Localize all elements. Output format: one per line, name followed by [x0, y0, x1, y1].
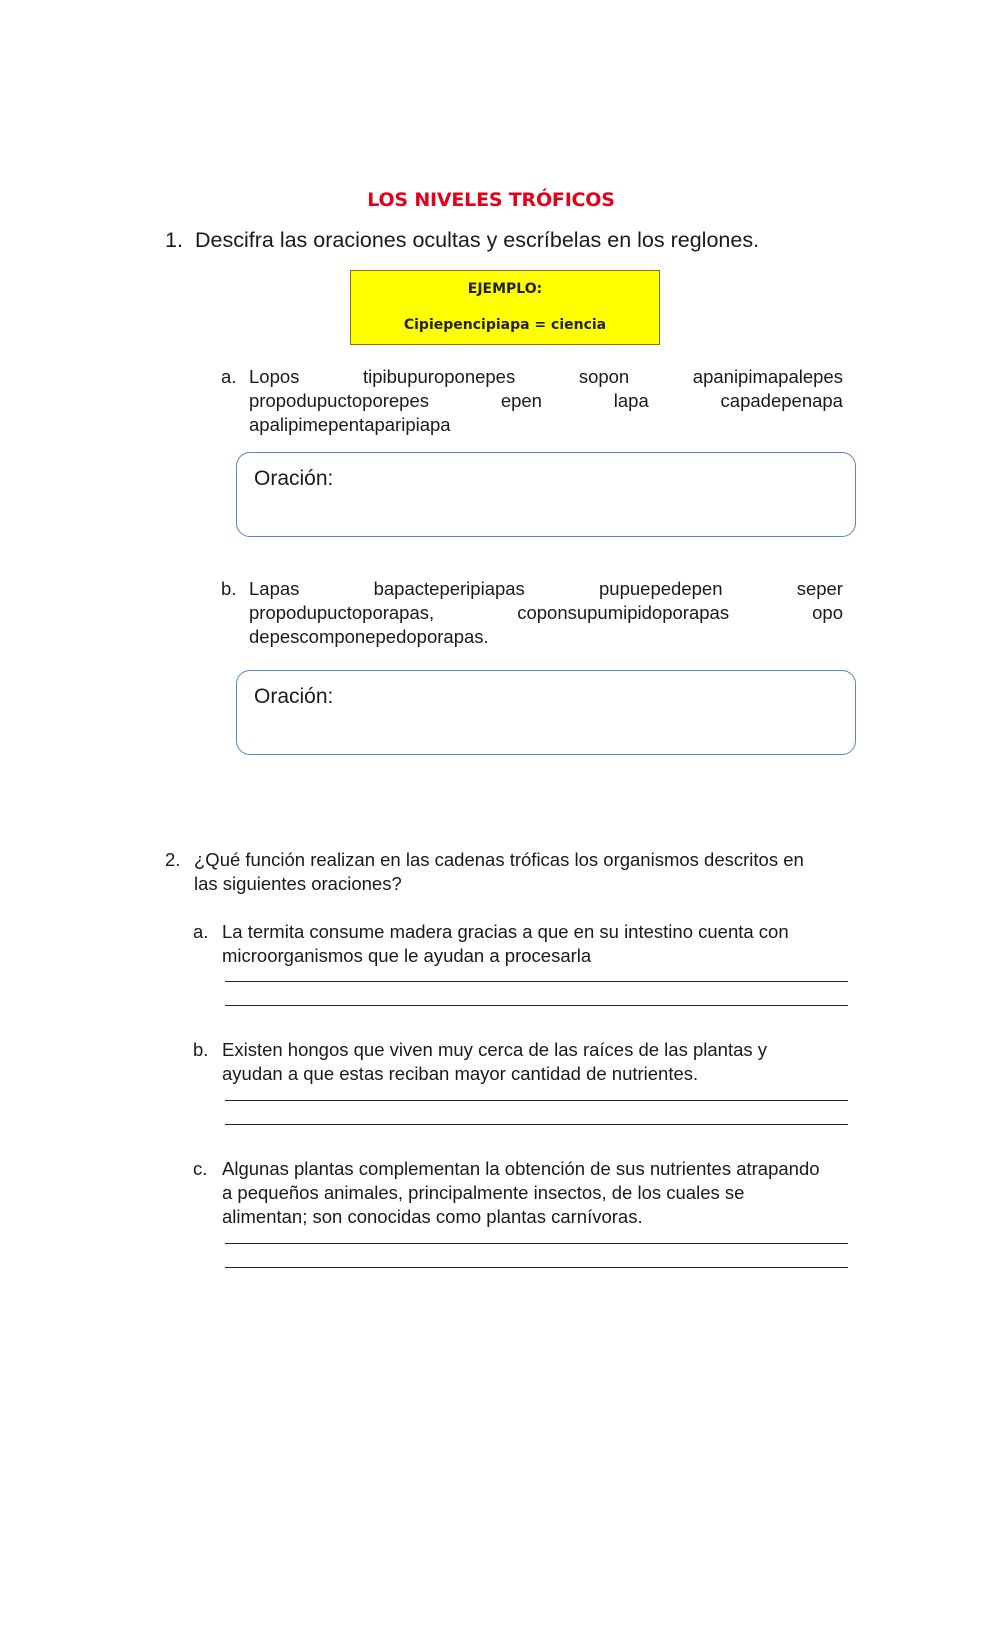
answer-line[interactable] — [225, 1100, 848, 1101]
cipher-word: propodupuctoporepes — [249, 390, 430, 411]
cipher-word: tipibupuroponepes — [362, 366, 516, 387]
cipher-line-2 — [249, 389, 843, 413]
cipher-line-3: depescomponepedoporapas. — [249, 626, 489, 647]
cipher-word: sopon — [578, 366, 630, 387]
answer-box-b[interactable] — [236, 670, 856, 755]
cipher-word: seper — [796, 578, 843, 599]
question-1-prompt — [165, 228, 759, 253]
cipher-item-b — [221, 577, 843, 649]
item-text-line: alimentan; son conocidas como plantas carnívoras. — [222, 1206, 643, 1227]
item-text-line: La termita consume madera gracias a que en su intestino cuenta con — [222, 921, 789, 942]
cipher-line-2 — [249, 601, 843, 625]
question-text-line: ¿Qué función realizan en las cadenas tróficas los organismos descritos en — [194, 849, 804, 870]
question-text: Descifra las oraciones ocultas y escríbelas en los reglones. — [195, 228, 760, 252]
question-text-line: las siguientes oraciones? — [194, 873, 402, 894]
question-number: 1. — [165, 228, 183, 252]
item-text-line: ayudan a que estas reciban mayor cantidad de nutrientes. — [222, 1063, 699, 1084]
cipher-line-1 — [249, 577, 843, 601]
cipher-word: lapa — [613, 390, 649, 411]
item-letter: c. — [193, 1158, 208, 1179]
cipher-word: apanipimapalepes — [692, 366, 843, 387]
cipher-line-3: apalipimepentaparipiapa — [249, 414, 451, 435]
cipher-word: propodupuctoporapas, — [249, 602, 435, 623]
answer-line[interactable] — [225, 1124, 848, 1125]
example-text: Cipiepencipiapa = ciencia — [403, 317, 607, 333]
cipher-word: opo — [812, 602, 843, 623]
answer-line[interactable] — [225, 1243, 848, 1244]
cipher-item-a — [221, 365, 843, 437]
example-label: EJEMPLO: — [467, 281, 543, 297]
question-2-item-b — [193, 1038, 873, 1086]
question-number: 2. — [165, 849, 181, 870]
question-2-item-a — [193, 920, 873, 968]
worksheet-title: LOS NIVELES TRÓFICOS — [367, 189, 615, 211]
cipher-word: bapacteperipiapas — [373, 578, 525, 599]
cipher-word: pupuepedepen — [599, 578, 723, 599]
item-text-line: Existen hongos que viven muy cerca de las raíces de las plantas y — [222, 1039, 768, 1060]
item-letter: a. — [193, 921, 209, 942]
answer-box-a[interactable] — [236, 452, 856, 537]
item-letter: a. — [221, 366, 237, 387]
answer-line[interactable] — [225, 1005, 848, 1006]
item-text-line: Algunas plantas complementan la obtención de sus nutrientes atrapando — [222, 1158, 820, 1179]
item-text-line: microorganismos que le ayudan a procesarla — [222, 945, 592, 966]
example-box — [350, 270, 660, 345]
question-2-prompt — [165, 848, 885, 896]
answer-label: Oración: — [254, 467, 334, 490]
cipher-line-1 — [249, 365, 843, 389]
cipher-word: capadepenapa — [720, 390, 843, 411]
item-text-line: a pequeños animales, principalmente insectos, de los cuales se — [222, 1182, 745, 1203]
answer-line[interactable] — [225, 1267, 848, 1268]
cipher-word: epen — [500, 390, 542, 411]
cipher-word: Lapas — [249, 578, 300, 599]
cipher-word: Lopos — [249, 366, 300, 387]
cipher-word: coponsupumipidoporapas — [517, 602, 730, 623]
answer-label: Oración: — [254, 685, 334, 708]
item-letter: b. — [193, 1039, 209, 1060]
question-2-item-c — [193, 1157, 873, 1229]
item-letter: b. — [221, 578, 237, 599]
answer-line[interactable] — [225, 981, 848, 982]
